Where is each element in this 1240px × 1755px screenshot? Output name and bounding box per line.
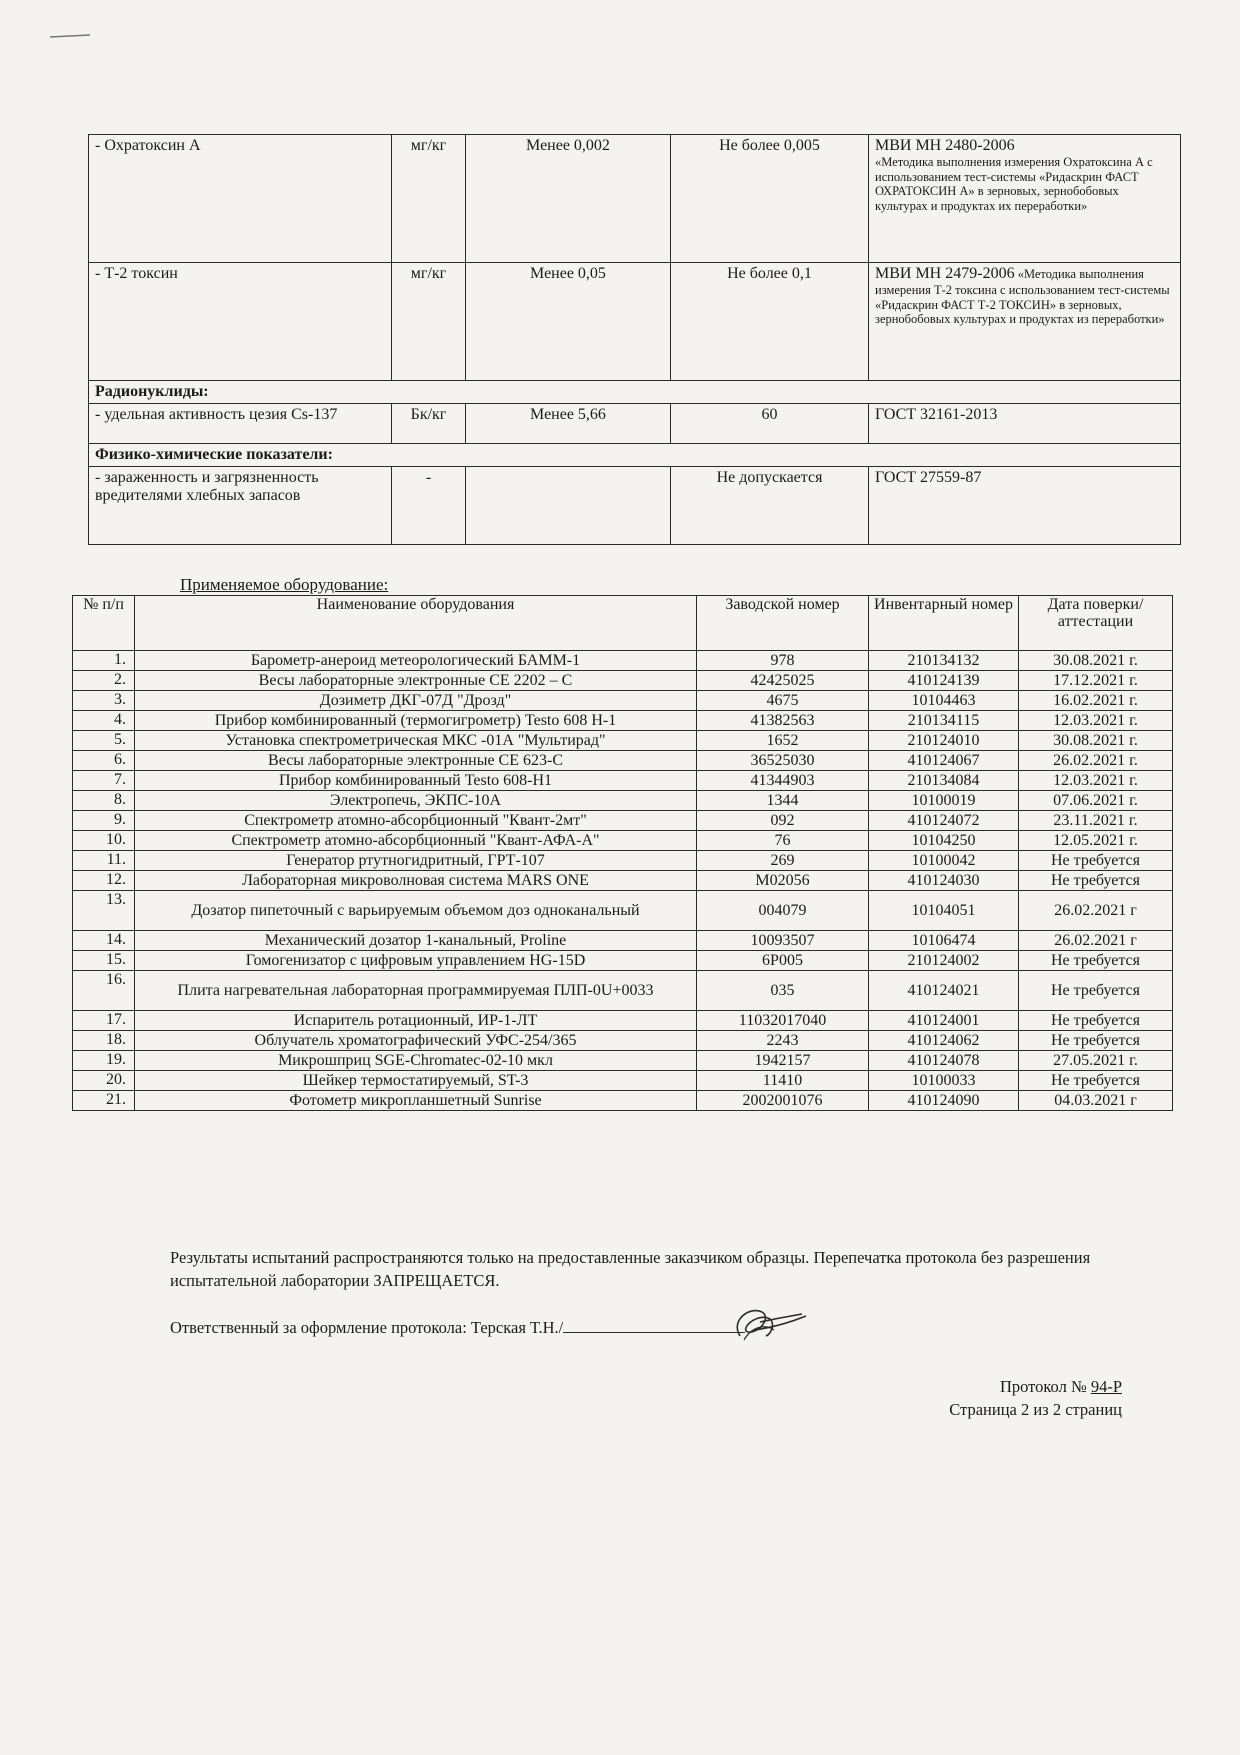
inventory-number-cell: 410124030 [869,871,1019,891]
serial-number-cell: 36525030 [697,751,869,771]
inventory-number-cell: 10100019 [869,791,1019,811]
equipment-name-cell: Барометр-анероид метеорологический БАММ-1 [135,651,697,671]
equipment-name-cell: Механический дозатор 1-канальный, Proline [135,931,697,951]
equipment-name-cell: Спектрометр атомно-абсорбционный "Квант-АФА-А" [135,831,697,851]
equipment-row [73,951,1173,971]
equipment-name-cell: Гомогенизатор с цифровым управлением HG-15D [135,951,697,971]
indicator-cell: - Т-2 токсин [89,263,392,381]
indicator-cell: - Охратоксин А [89,135,392,263]
indicator-cell: - удельная активность цезия Cs-137 [89,404,392,444]
equipment-row [73,851,1173,871]
responsible-line [170,1318,745,1338]
row-number-cell: 6. [73,751,135,771]
equipment-header-row [73,596,1173,651]
table-row [89,135,1181,263]
equipment-name-cell: Электропечь, ЭКПС-10А [135,791,697,811]
verification-date-cell: 26.02.2021 г [1019,931,1173,951]
serial-number-cell: 1942157 [697,1051,869,1071]
row-number-cell: 9. [73,811,135,831]
inventory-number-cell: 210134132 [869,651,1019,671]
method-description: «Методика выполнения измерения Охратоксина А с использованием тест-системы «Ридаскрин ФАСТ ОХРАТОКСИН А» в зерновых, зернобобовых культурах и продуктах их переработки» [875,155,1153,213]
equipment-name-cell: Прибор комбинированный (термогигрометр) Testo 608 H-1 [135,711,697,731]
serial-number-cell: 035 [697,971,869,1011]
verification-date-cell: 16.02.2021 г. [1019,691,1173,711]
row-number-cell: 15. [73,951,135,971]
table-row [89,467,1181,545]
protocol-number: 94-Р [1090,1377,1122,1396]
equipment-name-cell: Лабораторная микроволновая система MARS ONE [135,871,697,891]
serial-number-cell: 978 [697,651,869,671]
row-number-cell: 14. [73,931,135,951]
norm-cell: Не более 0,005 [671,135,869,263]
results-table [88,134,1181,545]
inventory-number-cell: 10100042 [869,851,1019,871]
row-number-cell: 18. [73,1031,135,1051]
method-code: МВИ МН 2479-2006 [875,265,1015,282]
inventory-number-cell: 10104463 [869,691,1019,711]
table-row [89,263,1181,381]
protocol-footer [949,1375,1122,1421]
verification-date-cell: 17.12.2021 г. [1019,671,1173,691]
serial-number-cell: 6P005 [697,951,869,971]
norm-cell: Не более 0,1 [671,263,869,381]
serial-number-cell: 11032017040 [697,1011,869,1031]
method-cell [869,263,1181,381]
equipment-row [73,931,1173,951]
verification-date-cell: Не требуется [1019,1071,1173,1091]
equipment-row [73,1071,1173,1091]
row-number-cell: 12. [73,871,135,891]
result-cell: Менее 0,002 [466,135,671,263]
equipment-row [73,771,1173,791]
serial-number-cell: 11410 [697,1071,869,1091]
row-number-cell: 11. [73,851,135,871]
serial-number-cell: 004079 [697,891,869,931]
equipment-name-cell: Облучатель хроматографический УФС-254/365 [135,1031,697,1051]
serial-number-cell: 41344903 [697,771,869,791]
verification-date-cell: 07.06.2021 г. [1019,791,1173,811]
section-row [89,381,1181,404]
header-name: Наименование оборудования [135,596,697,651]
method-code: МВИ МН 2480-2006 [875,137,1015,154]
equipment-table [72,595,1173,1111]
equipment-name-cell: Установка спектрометрическая МКС -01А "Мультирад" [135,731,697,751]
inventory-number-cell: 210124010 [869,731,1019,751]
serial-number-cell: 2002001076 [697,1091,869,1111]
equipment-name-cell: Генератор ртутногидритный, ГРТ-107 [135,851,697,871]
verification-date-cell: 27.05.2021 г. [1019,1051,1173,1071]
disclaimer-note: Результаты испытаний распространяются только на предоставленные заказчиком образцы. Перепечатка протокола без разрешения испытательной лаборатории ЗАПРЕЩАЕТСЯ. [170,1248,1091,1290]
equipment-name-cell: Плита нагревательная лабораторная программируемая ПЛП-0U+0033 [135,971,697,1011]
verification-date-cell: 12.05.2021 г. [1019,831,1173,851]
equipment-name-cell: Микрошприц SGE-Chromatec-02-10 мкл [135,1051,697,1071]
row-number-cell: 13. [73,891,135,931]
result-cell [466,467,671,545]
serial-number-cell: 42425025 [697,671,869,691]
verification-date-cell: Не требуется [1019,971,1173,1011]
row-number-cell: 19. [73,1051,135,1071]
inventory-number-cell: 410124078 [869,1051,1019,1071]
scan-edge-mark [0,0,1240,50]
serial-number-cell: 092 [697,811,869,831]
row-number-cell: 3. [73,691,135,711]
row-number-cell: 17. [73,1011,135,1031]
row-number-cell: 5. [73,731,135,751]
equipment-row [73,1011,1173,1031]
method-cell: ГОСТ 32161-2013 [869,404,1181,444]
row-number-cell: 20. [73,1071,135,1091]
responsible-label: Ответственный за оформление протокола: Терская Т.Н./ [170,1318,564,1337]
equipment-row [73,751,1173,771]
equipment-row [73,691,1173,711]
verification-date-cell: 04.03.2021 г [1019,1091,1173,1111]
protocol-label: Протокол № [999,1377,1087,1396]
serial-number-cell: 76 [697,831,869,851]
equipment-name-cell: Шейкер термостатируемый, ST-3 [135,1071,697,1091]
unit-cell: мг/кг [392,263,466,381]
row-number-cell: 4. [73,711,135,731]
verification-date-cell: 12.03.2021 г. [1019,771,1173,791]
equipment-row [73,891,1173,931]
header-date: Дата поверки/ аттестации [1019,596,1173,651]
unit-cell: - [392,467,466,545]
indicator-cell: - зараженность и загрязненность вредителями хлебных запасов [89,467,392,545]
section-radionuclides: Радионуклиды: [89,381,1181,404]
equipment-row [73,1091,1173,1111]
inventory-number-cell: 10106474 [869,931,1019,951]
serial-number-cell: 269 [697,851,869,871]
equipment-row [73,791,1173,811]
inventory-number-cell: 410124072 [869,811,1019,831]
equipment-row [73,731,1173,751]
section-physchem: Физико-химические показатели: [89,444,1181,467]
header-serial: Заводской номер [697,596,869,651]
page-info: Страница 2 из 2 страниц [949,1400,1122,1419]
row-number-cell: 16. [73,971,135,1011]
method-cell [869,135,1181,263]
result-cell: Менее 0,05 [466,263,671,381]
row-number-cell: 21. [73,1091,135,1111]
result-cell: Менее 5,66 [466,404,671,444]
norm-cell: 60 [671,404,869,444]
equipment-row [73,831,1173,851]
equipment-row [73,651,1173,671]
header-num: № п/п [73,596,135,651]
inventory-number-cell: 410124067 [869,751,1019,771]
inventory-number-cell: 410124021 [869,971,1019,1011]
equipment-row [73,1031,1173,1051]
row-number-cell: 1. [73,651,135,671]
equipment-name-cell: Фотометр микропланшетный Sunrise [135,1091,697,1111]
unit-cell: мг/кг [392,135,466,263]
section-row [89,444,1181,467]
inventory-number-cell: 10100033 [869,1071,1019,1091]
equipment-row [73,1051,1173,1071]
equipment-body [73,651,1173,1111]
method-cell: ГОСТ 27559-87 [869,467,1181,545]
equipment-name-cell: Весы лабораторные электронные СЕ 2202 – С [135,671,697,691]
inventory-number-cell: 10104051 [869,891,1019,931]
serial-number-cell: M02056 [697,871,869,891]
serial-number-cell: 4675 [697,691,869,711]
protocol-number-line [949,1375,1122,1398]
unit-cell: Бк/кг [392,404,466,444]
verification-date-cell: 12.03.2021 г. [1019,711,1173,731]
equipment-name-cell: Дозиметр ДКГ-07Д "Дрозд" [135,691,697,711]
equipment-name-cell: Дозатор пипеточный с варьируемым объемом доз одноканальный [135,891,697,931]
serial-number-cell: 1652 [697,731,869,751]
row-number-cell: 8. [73,791,135,811]
verification-date-cell: 30.08.2021 г. [1019,651,1173,671]
signature-image [710,1300,820,1350]
inventory-number-cell: 210134115 [869,711,1019,731]
equipment-row [73,811,1173,831]
verification-date-cell: 23.11.2021 г. [1019,811,1173,831]
inventory-number-cell: 210134084 [869,771,1019,791]
verification-date-cell: Не требуется [1019,871,1173,891]
equipment-row [73,711,1173,731]
row-number-cell: 10. [73,831,135,851]
verification-date-cell: Не требуется [1019,1031,1173,1051]
verification-date-cell: Не требуется [1019,851,1173,871]
equipment-row [73,871,1173,891]
verification-date-cell: 26.02.2021 г [1019,891,1173,931]
serial-number-cell: 10093507 [697,931,869,951]
inventory-number-cell: 10104250 [869,831,1019,851]
header-inventory: Инвентарный номер [869,596,1019,651]
serial-number-cell: 1344 [697,791,869,811]
equipment-title: Применяемое оборудование: [180,575,389,594]
verification-date-cell: 30.08.2021 г. [1019,731,1173,751]
row-number-cell: 7. [73,771,135,791]
inventory-number-cell: 410124001 [869,1011,1019,1031]
table-row [89,404,1181,444]
equipment-row [73,671,1173,691]
norm-cell: Не допускается [671,467,869,545]
equipment-name-cell: Спектрометр атомно-абсорбционный "Квант-2мт" [135,811,697,831]
inventory-number-cell: 410124090 [869,1091,1019,1111]
inventory-number-cell: 410124062 [869,1031,1019,1051]
method-description: «Методика выполнения измерения Т-2 токсина с использованием тест-системы «Ридаскрин ФАСТ Т-2 ТОКСИН» в зерновых, зернобобовых культурах и продуктах из переработки» [875,267,1170,326]
inventory-number-cell: 410124139 [869,671,1019,691]
verification-date-cell: Не требуется [1019,1011,1173,1031]
verification-date-cell: 26.02.2021 г. [1019,751,1173,771]
serial-number-cell: 2243 [697,1031,869,1051]
row-number-cell: 2. [73,671,135,691]
equipment-name-cell: Прибор комбинированный Testo 608-H1 [135,771,697,791]
equipment-row [73,971,1173,1011]
equipment-name-cell: Испаритель ротационный, ИР-1-ЛТ [135,1011,697,1031]
serial-number-cell: 41382563 [697,711,869,731]
equipment-name-cell: Весы лабораторные электронные СЕ 623-С [135,751,697,771]
verification-date-cell: Не требуется [1019,951,1173,971]
inventory-number-cell: 210124002 [869,951,1019,971]
